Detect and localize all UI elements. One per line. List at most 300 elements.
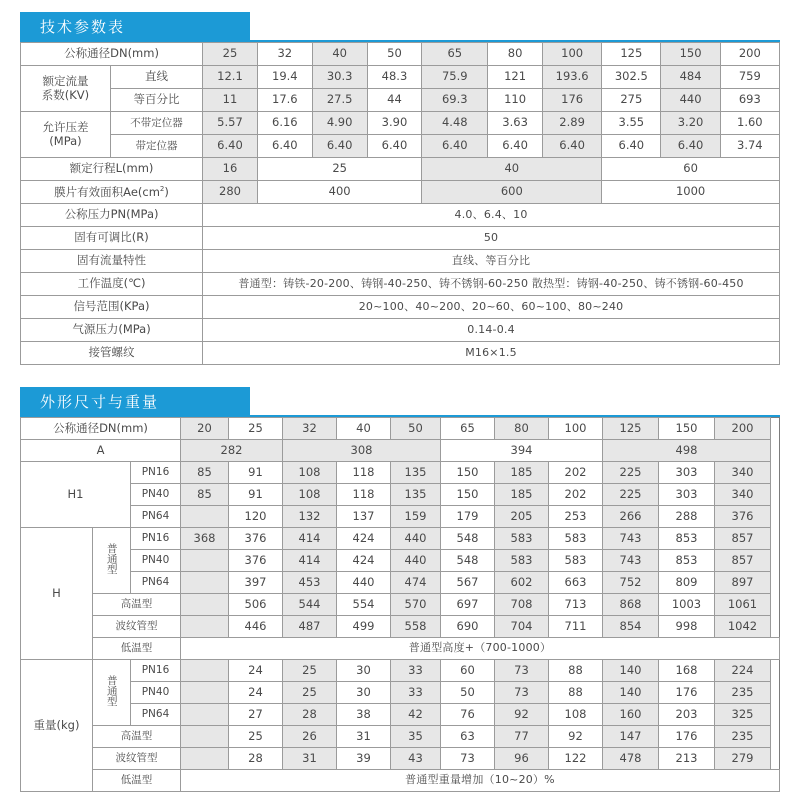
- spec-row-value: 普通型：铸铁-20-200、铸钢-40-250、铸不锈钢-60-250 散热型：铸钢-40-250、铸不锈钢-60-450: [203, 273, 780, 296]
- stroke-value-cell: 40: [422, 158, 602, 181]
- dp-value-cell: 3.63: [488, 112, 543, 135]
- dp-value-cell: 4.48: [422, 112, 488, 135]
- weight-row: [21, 726, 780, 748]
- diaphragm-label: 膜片有效面积$Ae(cm^2)$: [21, 181, 203, 204]
- h1-value-cell: 225: [603, 484, 659, 506]
- dp-value-cell: 6.16: [257, 112, 312, 135]
- h-value-cell: 868: [603, 594, 659, 616]
- h-value-cell: [181, 572, 229, 594]
- h-low-temp-note: 普通型高度+（700-1000）: [181, 638, 780, 660]
- h-value-cell: 368: [181, 528, 229, 550]
- dn-value-cell: 25: [229, 418, 283, 440]
- h-low-temp-row: [21, 638, 780, 660]
- h1-value-cell: 85: [181, 484, 229, 506]
- dp-sub-label: 带定位器: [110, 135, 202, 158]
- h-value-cell: 376: [229, 528, 283, 550]
- h-value-cell: 1003: [659, 594, 715, 616]
- section-title-bar-1: [20, 12, 250, 42]
- spec-row-label: 气源压力(MPa): [21, 319, 203, 342]
- stroke-value-cell: 60: [602, 158, 780, 181]
- section-heading-technical-parameters: [20, 12, 780, 42]
- dn-value-cell: 125: [602, 43, 661, 66]
- h1-value-cell: 91: [229, 484, 283, 506]
- kv-value-cell: 44: [367, 89, 422, 112]
- spec-row-value: 4.0、6.4、10: [203, 204, 780, 227]
- dp-value-cell: 4.90: [312, 112, 367, 135]
- kv-value-cell: 193.6: [543, 66, 602, 89]
- weight-value-cell: 25: [283, 682, 337, 704]
- weight-value-cell: 33: [391, 660, 441, 682]
- dn-value-cell: 100: [543, 43, 602, 66]
- technical-parameters-table: [20, 42, 780, 365]
- dp-value-cell: 5.57: [203, 112, 258, 135]
- weight-value-cell: 76: [441, 704, 495, 726]
- h1-value-cell: 288: [659, 506, 715, 528]
- dp-value-cell: 6.40: [602, 135, 661, 158]
- dp-value-cell: 1.60: [720, 112, 779, 135]
- dn-value-cell: 65: [441, 418, 495, 440]
- spec-row-value: M16×1.5: [203, 342, 780, 365]
- weight-value-cell: [181, 726, 229, 748]
- h1-value-cell: 202: [549, 484, 603, 506]
- weight-value-cell: 30: [337, 660, 391, 682]
- h1-value-cell: 340: [715, 462, 771, 484]
- spec-full-row: [21, 342, 780, 365]
- spec-row-label: 公称压力PN(MPa): [21, 204, 203, 227]
- weight-value-cell: [181, 748, 229, 770]
- dn-value-cell: 20: [181, 418, 229, 440]
- h-variant-label: 波纹管型: [93, 616, 181, 638]
- weight-pn-label: PN40: [131, 682, 181, 704]
- weight-variant-label: 波纹管型: [93, 748, 181, 770]
- h1-sub-label: PN64: [131, 506, 181, 528]
- dn-value-cell: 100: [549, 418, 603, 440]
- h1-value-cell: 85: [181, 462, 229, 484]
- h1-value-cell: 91: [229, 462, 283, 484]
- spec-row-label: 工作温度(℃): [21, 273, 203, 296]
- stroke-value-cell: 25: [257, 158, 421, 181]
- kv-value-cell: 121: [488, 66, 543, 89]
- weight-value-cell: 147: [603, 726, 659, 748]
- weight-value-cell: 25: [229, 726, 283, 748]
- h1-value-cell: 108: [283, 462, 337, 484]
- weight-value-cell: 31: [283, 748, 337, 770]
- weight-value-cell: 325: [715, 704, 771, 726]
- section-title-1: 技术参数表: [40, 17, 126, 36]
- weight-value-cell: 28: [283, 704, 337, 726]
- h-value-cell: 440: [337, 572, 391, 594]
- h-variant-label: 高温型: [93, 594, 181, 616]
- dp-value-cell: 3.55: [602, 112, 661, 135]
- spec-full-row: [21, 296, 780, 319]
- dimensions-weight-table: [20, 417, 780, 792]
- h1-value-cell: 108: [283, 484, 337, 506]
- h-low-temp-label: 低温型: [93, 638, 181, 660]
- weight-value-cell: 176: [659, 726, 715, 748]
- weight-row: [21, 660, 780, 682]
- kv-value-cell: 27.5: [312, 89, 367, 112]
- kv-value-cell: 302.5: [602, 66, 661, 89]
- weight-value-cell: 140: [603, 682, 659, 704]
- h1-value-cell: 135: [391, 484, 441, 506]
- weight-value-cell: 39: [337, 748, 391, 770]
- h-value-cell: 690: [441, 616, 495, 638]
- a-row-value-cell: 282: [181, 440, 283, 462]
- diaphragm-value-cell: 600: [422, 181, 602, 204]
- kv-value-cell: 48.3: [367, 66, 422, 89]
- spec-row-value: 直线、等百分比: [203, 250, 780, 273]
- weight-value-cell: 27: [229, 704, 283, 726]
- kv-value-cell: 440: [661, 89, 720, 112]
- h-value-cell: 583: [549, 550, 603, 572]
- a-row-value-cell: 498: [603, 440, 771, 462]
- weight-value-cell: 38: [337, 704, 391, 726]
- h-value-cell: 602: [495, 572, 549, 594]
- h-row: [21, 550, 780, 572]
- stroke-label: 额定行程L(mm): [21, 158, 203, 181]
- dp-value-cell: 3.90: [367, 112, 422, 135]
- kv-value-cell: 69.3: [422, 89, 488, 112]
- weight-value-cell: 88: [549, 682, 603, 704]
- weight-value-cell: 31: [337, 726, 391, 748]
- dn-value-cell: 125: [603, 418, 659, 440]
- weight-value-cell: 77: [495, 726, 549, 748]
- h1-sub-label: PN16: [131, 462, 181, 484]
- kv-row: [21, 66, 780, 89]
- h1-value-cell: 150: [441, 462, 495, 484]
- dn-value-cell: 40: [312, 43, 367, 66]
- dp-value-cell: 3.74: [720, 135, 779, 158]
- h-row: [21, 528, 780, 550]
- h-value-cell: 567: [441, 572, 495, 594]
- spec-full-row: [21, 273, 780, 296]
- kv-value-cell: 484: [661, 66, 720, 89]
- h1-value-cell: 159: [391, 506, 441, 528]
- h1-value-cell: 185: [495, 462, 549, 484]
- weight-value-cell: 63: [441, 726, 495, 748]
- diaphragm-row: [21, 181, 780, 204]
- h-value-cell: 809: [659, 572, 715, 594]
- dp-value-cell: 2.89: [543, 112, 602, 135]
- h1-value-cell: 340: [715, 484, 771, 506]
- h1-value-cell: 137: [337, 506, 391, 528]
- h-pn-label: PN64: [131, 572, 181, 594]
- h-value-cell: 708: [495, 594, 549, 616]
- h1-value-cell: 205: [495, 506, 549, 528]
- h-value-cell: 506: [229, 594, 283, 616]
- weight-value-cell: 26: [283, 726, 337, 748]
- weight-value-cell: 88: [549, 660, 603, 682]
- dp-value-cell: 6.40: [367, 135, 422, 158]
- weight-low-temp-label: 低温型: [93, 770, 181, 792]
- h-value-cell: 499: [337, 616, 391, 638]
- weight-value-cell: 96: [495, 748, 549, 770]
- weight-normal-type-cell: [93, 660, 131, 726]
- h-pn-label: PN40: [131, 550, 181, 572]
- dn-value-cell: 65: [422, 43, 488, 66]
- weight-group-label: 重量(kg): [21, 660, 93, 792]
- section-heading-dimensions-weight: [20, 387, 780, 417]
- weight-value-cell: 122: [549, 748, 603, 770]
- spec-row-value: 0.14-0.4: [203, 319, 780, 342]
- weight-value-cell: 92: [549, 726, 603, 748]
- weight-value-cell: 50: [441, 682, 495, 704]
- h-value-cell: 853: [659, 528, 715, 550]
- h-value-cell: 424: [337, 550, 391, 572]
- weight-value-cell: 478: [603, 748, 659, 770]
- weight-value-cell: 279: [715, 748, 771, 770]
- h-row: [21, 572, 780, 594]
- h-value-cell: 713: [549, 594, 603, 616]
- h-value-cell: [181, 550, 229, 572]
- kv-value-cell: 11: [203, 89, 258, 112]
- weight-value-cell: 28: [229, 748, 283, 770]
- weight-value-cell: 168: [659, 660, 715, 682]
- dn-value-cell: 50: [367, 43, 422, 66]
- dp-row: [21, 112, 780, 135]
- weight-value-cell: 108: [549, 704, 603, 726]
- weight-value-cell: 176: [659, 682, 715, 704]
- h-value-cell: 704: [495, 616, 549, 638]
- section-rule-2: [250, 387, 780, 417]
- h-row: [21, 594, 780, 616]
- h1-value-cell: 253: [549, 506, 603, 528]
- h1-value-cell: 135: [391, 462, 441, 484]
- h-value-cell: 854: [603, 616, 659, 638]
- h1-value-cell: 185: [495, 484, 549, 506]
- dn-value-cell: 40: [337, 418, 391, 440]
- spec-full-row: [21, 204, 780, 227]
- h-value-cell: 1042: [715, 616, 771, 638]
- h-value-cell: [181, 594, 229, 616]
- h1-value-cell: 150: [441, 484, 495, 506]
- dn-value-cell: 80: [488, 43, 543, 66]
- dn-header-label: 公称通径DN(mm): [21, 43, 203, 66]
- weight-value-cell: [181, 660, 229, 682]
- h-group-label: H: [21, 528, 93, 660]
- dn-value-cell: 25: [203, 43, 258, 66]
- h-value-cell: 583: [549, 528, 603, 550]
- spec-full-row: [21, 250, 780, 273]
- dn-value-cell: 150: [659, 418, 715, 440]
- h-value-cell: 376: [229, 550, 283, 572]
- h-value-cell: 440: [391, 550, 441, 572]
- spec-full-row: [21, 227, 780, 250]
- dp-group-label: 允许压差 (MPa): [21, 112, 111, 158]
- dn-value-cell: 200: [720, 43, 779, 66]
- h-value-cell: 453: [283, 572, 337, 594]
- dn-value-cell: 50: [391, 418, 441, 440]
- kv-value-cell: 17.6: [257, 89, 312, 112]
- weight-value-cell: 35: [391, 726, 441, 748]
- h1-value-cell: 118: [337, 462, 391, 484]
- weight-row: [21, 682, 780, 704]
- h1-value-cell: 303: [659, 484, 715, 506]
- a-row-value-cell: 308: [283, 440, 441, 462]
- h-value-cell: 857: [715, 528, 771, 550]
- dp-value-cell: 6.40: [543, 135, 602, 158]
- weight-value-cell: 73: [441, 748, 495, 770]
- weight-value-cell: 235: [715, 682, 771, 704]
- h1-value-cell: 266: [603, 506, 659, 528]
- dp-value-cell: 6.40: [312, 135, 367, 158]
- h-value-cell: 440: [391, 528, 441, 550]
- h-value-cell: 583: [495, 528, 549, 550]
- section-title-2: 外形尺寸与重量: [40, 392, 160, 411]
- kv-value-cell: 75.9: [422, 66, 488, 89]
- spec-row-label: 信号范围(KPa): [21, 296, 203, 319]
- kv-value-cell: 275: [602, 89, 661, 112]
- h1-row: [21, 462, 780, 484]
- spec-row-label: 固有流量特性: [21, 250, 203, 273]
- h-value-cell: 554: [337, 594, 391, 616]
- weight-value-cell: 92: [495, 704, 549, 726]
- h-value-cell: 743: [603, 550, 659, 572]
- h1-value-cell: 202: [549, 462, 603, 484]
- h1-value-cell: 120: [229, 506, 283, 528]
- section-gap: [0, 365, 800, 387]
- dn-value-cell: 150: [661, 43, 720, 66]
- diaphragm-value-cell: 280: [203, 181, 258, 204]
- h1-value-cell: 303: [659, 462, 715, 484]
- h-value-cell: 544: [283, 594, 337, 616]
- h1-value-cell: 225: [603, 462, 659, 484]
- dp-value-cell: 6.40: [203, 135, 258, 158]
- dn-value-cell: 200: [715, 418, 771, 440]
- dn-value-cell: 80: [495, 418, 549, 440]
- kv-value-cell: 12.1: [203, 66, 258, 89]
- spec-row-value: 20~100、40~200、20~60、60~100、80~240: [203, 296, 780, 319]
- weight-value-cell: 213: [659, 748, 715, 770]
- h-normal-type-cell: [93, 528, 131, 594]
- technical-parameters-body: [21, 43, 780, 365]
- spec-row-label: 接管螺纹: [21, 342, 203, 365]
- h1-row: [21, 484, 780, 506]
- weight-value-cell: 24: [229, 660, 283, 682]
- a-row-value-cell: 394: [441, 440, 603, 462]
- weight-row: [21, 704, 780, 726]
- diaphragm-value-cell: 1000: [602, 181, 780, 204]
- h-value-cell: 583: [495, 550, 549, 572]
- h-value-cell: 548: [441, 550, 495, 572]
- stroke-row: [21, 158, 780, 181]
- weight-pn-label: PN16: [131, 660, 181, 682]
- kv-sub-label: 直线: [110, 66, 202, 89]
- h-value-cell: 897: [715, 572, 771, 594]
- dn-value-cell: 32: [257, 43, 312, 66]
- stroke-value-cell: 16: [203, 158, 258, 181]
- h-value-cell: 711: [549, 616, 603, 638]
- dp-value-cell: 6.40: [257, 135, 312, 158]
- h-value-cell: 446: [229, 616, 283, 638]
- weight-value-cell: 160: [603, 704, 659, 726]
- dn-header-row: [21, 418, 780, 440]
- dp-value-cell: 6.40: [661, 135, 720, 158]
- weight-value-cell: 42: [391, 704, 441, 726]
- h-value-cell: 857: [715, 550, 771, 572]
- h1-value-cell: 118: [337, 484, 391, 506]
- weight-value-cell: [181, 682, 229, 704]
- a-row-label: A: [21, 440, 181, 462]
- dp-value-cell: 3.20: [661, 112, 720, 135]
- h1-value-cell: 132: [283, 506, 337, 528]
- dp-row: [21, 135, 780, 158]
- weight-low-temp-row: [21, 770, 780, 792]
- h-value-cell: 998: [659, 616, 715, 638]
- kv-row: [21, 89, 780, 112]
- weight-low-temp-note: 普通型重量增加（10~20）%: [181, 770, 780, 792]
- h-value-cell: 853: [659, 550, 715, 572]
- kv-value-cell: 693: [720, 89, 779, 112]
- h-value-cell: 548: [441, 528, 495, 550]
- spec-full-row: [21, 319, 780, 342]
- weight-value-cell: 33: [391, 682, 441, 704]
- weight-value-cell: 30: [337, 682, 391, 704]
- h1-value-cell: 179: [441, 506, 495, 528]
- kv-value-cell: 19.4: [257, 66, 312, 89]
- dimensions-weight-body: [21, 418, 780, 792]
- h-value-cell: 697: [441, 594, 495, 616]
- h-row: [21, 616, 780, 638]
- h-value-cell: 558: [391, 616, 441, 638]
- dn-value-cell: 32: [283, 418, 337, 440]
- h-value-cell: [181, 616, 229, 638]
- dn-header-row: [21, 43, 780, 66]
- h1-value-cell: 376: [715, 506, 771, 528]
- weight-value-cell: [181, 704, 229, 726]
- kv-value-cell: 759: [720, 66, 779, 89]
- h-pn-label: PN16: [131, 528, 181, 550]
- h1-row: [21, 506, 780, 528]
- diaphragm-value-cell: 400: [257, 181, 421, 204]
- section-rule-1: [250, 12, 780, 42]
- top-spacer: [0, 0, 800, 12]
- weight-value-cell: 235: [715, 726, 771, 748]
- weight-variant-label: 高温型: [93, 726, 181, 748]
- h-value-cell: 414: [283, 528, 337, 550]
- dp-sub-label: 不带定位器: [110, 112, 202, 135]
- section-title-bar-2: [20, 387, 250, 417]
- kv-value-cell: 176: [543, 89, 602, 112]
- h1-sub-label: PN40: [131, 484, 181, 506]
- weight-pn-label: PN64: [131, 704, 181, 726]
- h-value-cell: 743: [603, 528, 659, 550]
- kv-sub-label: 等百分比: [110, 89, 202, 112]
- kv-group-label: 额定流量 系数(KV): [21, 66, 111, 112]
- weight-value-cell: 25: [283, 660, 337, 682]
- h-value-cell: 487: [283, 616, 337, 638]
- weight-value-cell: 203: [659, 704, 715, 726]
- h-normal-type-label: 普通型: [105, 543, 118, 575]
- weight-value-cell: 43: [391, 748, 441, 770]
- spec-row-label: 固有可调比(R): [21, 227, 203, 250]
- h-value-cell: 424: [337, 528, 391, 550]
- a-row: [21, 440, 780, 462]
- weight-value-cell: 60: [441, 660, 495, 682]
- h-value-cell: 397: [229, 572, 283, 594]
- weight-value-cell: 73: [495, 682, 549, 704]
- kv-value-cell: 110: [488, 89, 543, 112]
- h-value-cell: 474: [391, 572, 441, 594]
- h1-value-cell: [181, 506, 229, 528]
- weight-value-cell: 24: [229, 682, 283, 704]
- dp-value-cell: 6.40: [488, 135, 543, 158]
- weight-value-cell: 224: [715, 660, 771, 682]
- weight-value-cell: 73: [495, 660, 549, 682]
- h-value-cell: 1061: [715, 594, 771, 616]
- weight-value-cell: 140: [603, 660, 659, 682]
- dp-value-cell: 6.40: [422, 135, 488, 158]
